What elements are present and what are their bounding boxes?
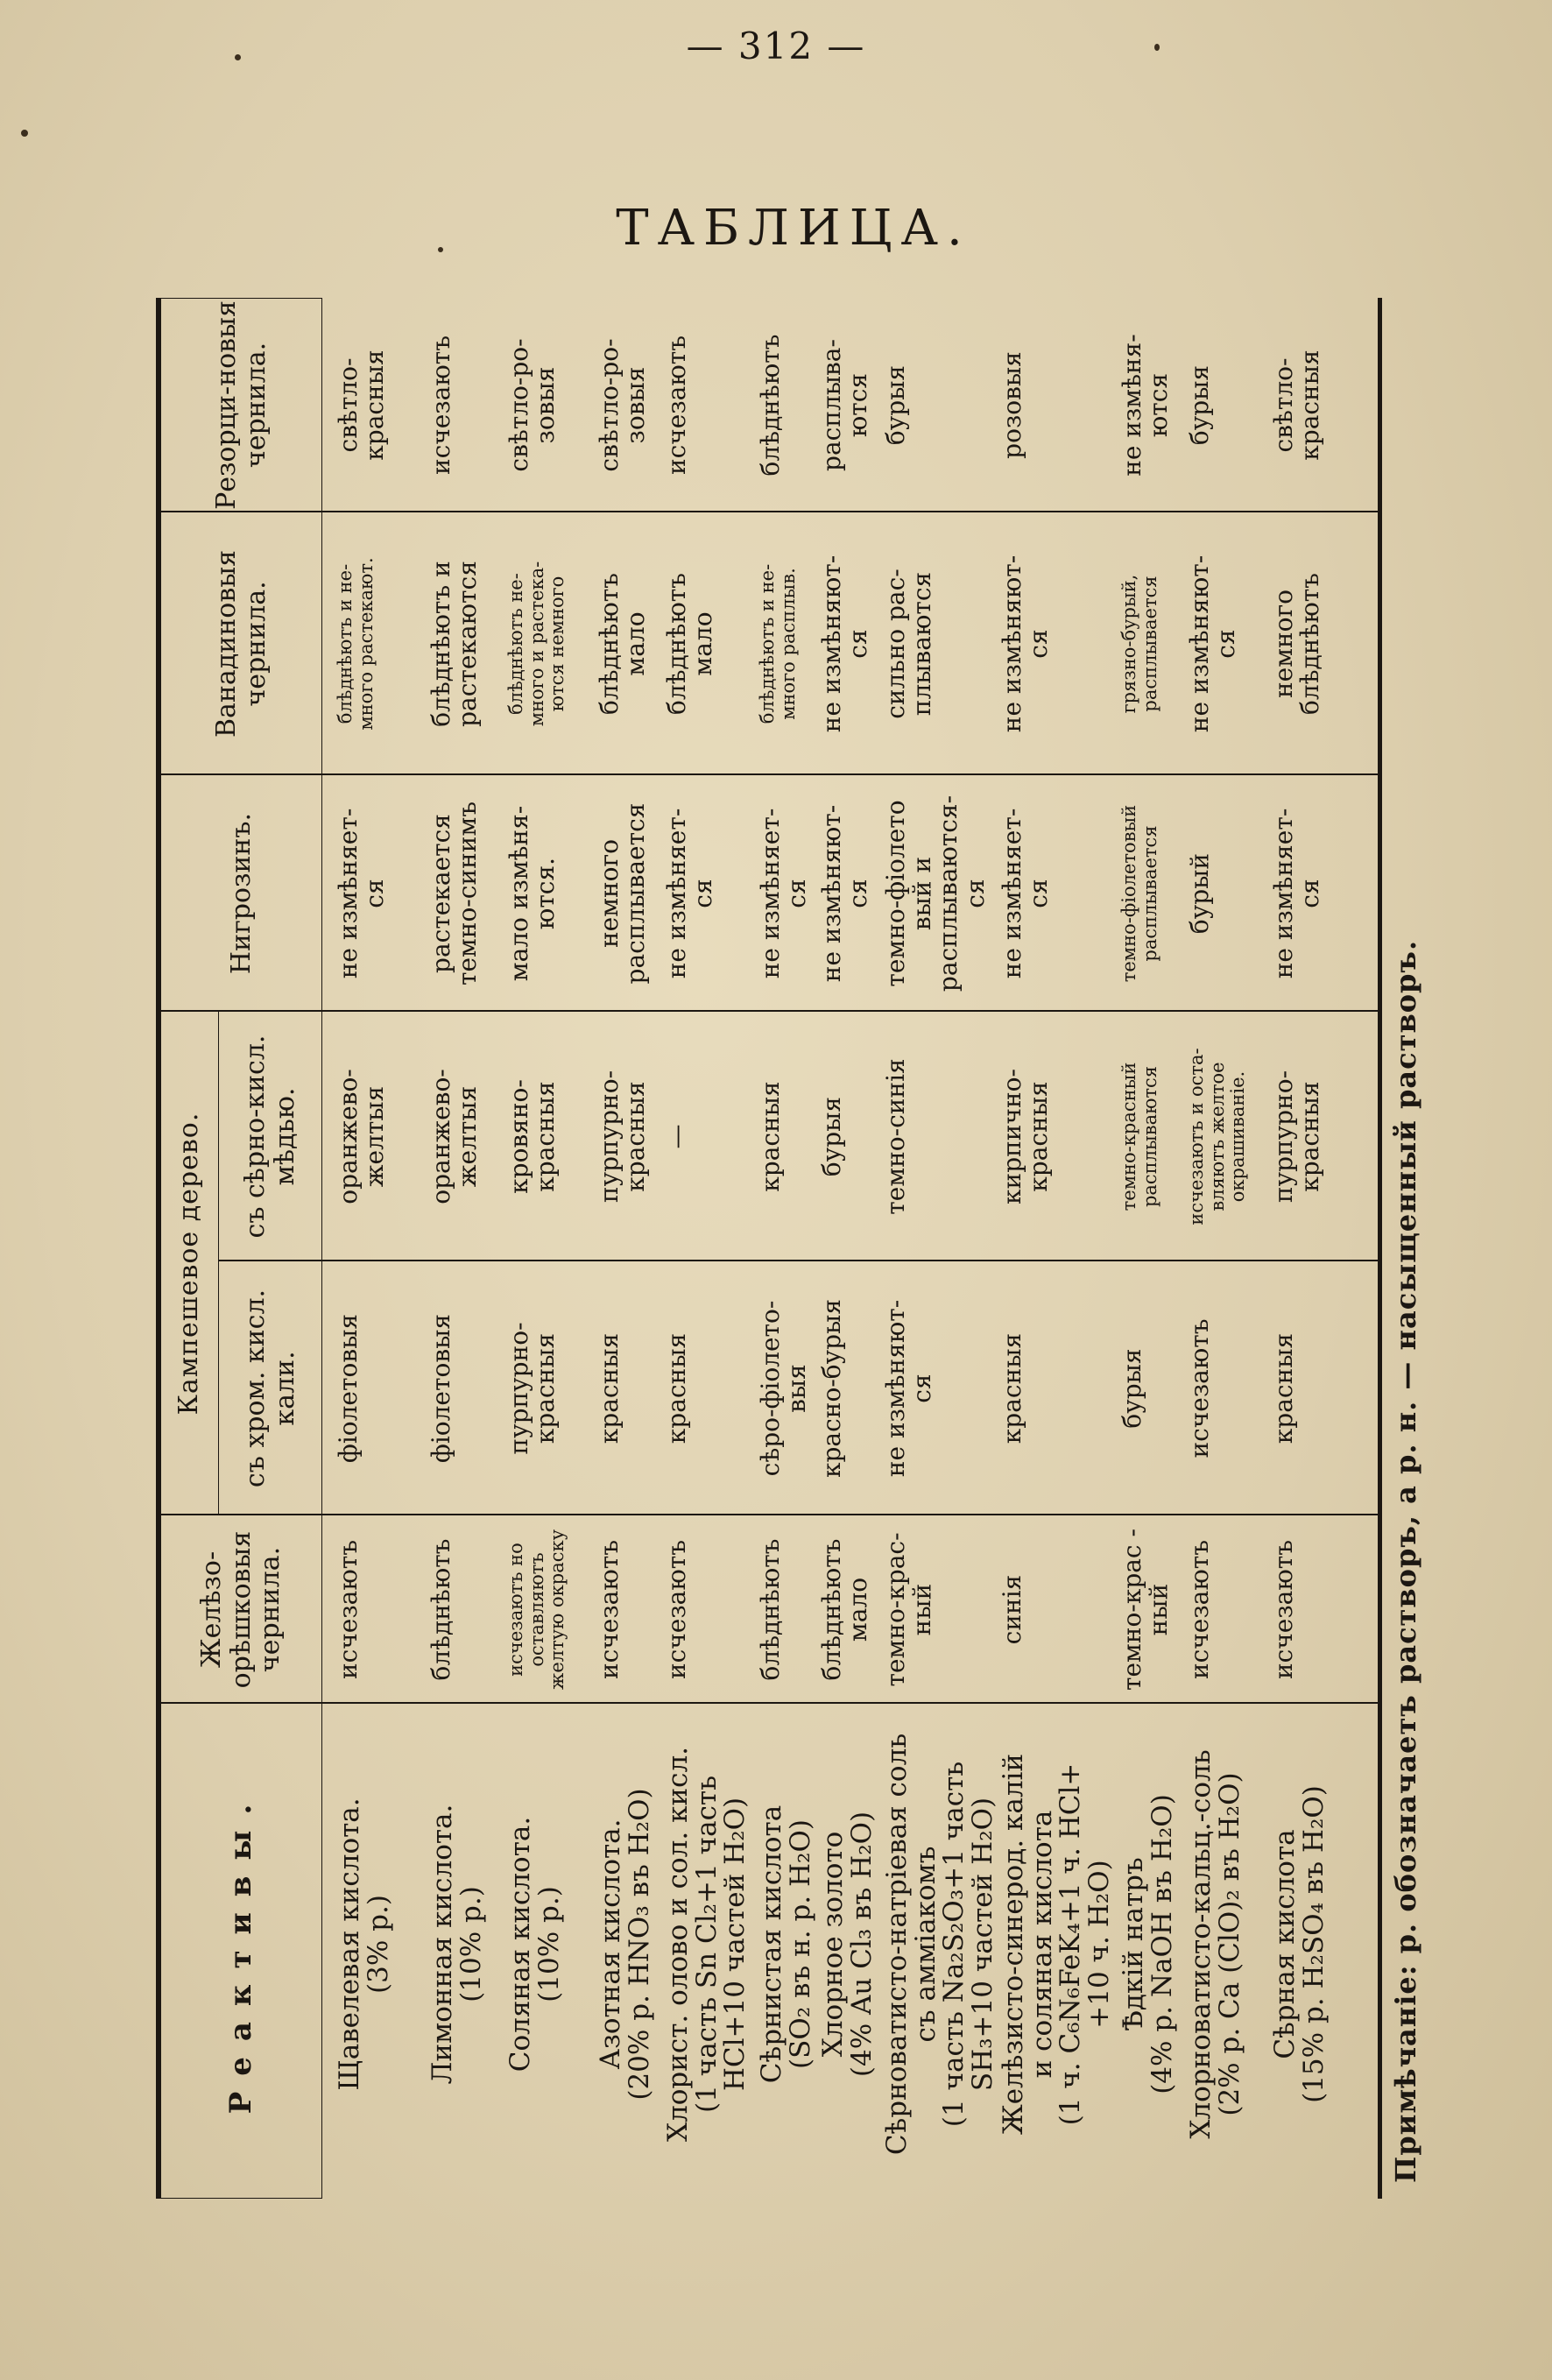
nigrosine-cell: не измѣняет- ся xyxy=(756,808,812,979)
iron-gall-cell: темно-крас- ный xyxy=(881,1532,937,1687)
rotated-table xyxy=(156,298,1435,2199)
ink-spot xyxy=(21,130,28,137)
vanadium-cell: блѣднѣютъ мало xyxy=(595,573,651,715)
reagent-cell: Щавелевая кислота. (3% р.) xyxy=(334,1797,394,2091)
logwood-chrome-cell: фіолетовыя xyxy=(427,1313,455,1464)
nigrosine-cell: не измѣняют- ся xyxy=(817,804,873,983)
reagent-cell: Желѣзисто-синерод. калій и соляная кислота (1 ч. C₆N₆FeK₄+1 ч. HCl+ +10 ч. H₂O) xyxy=(998,1753,1115,2136)
logwood-chrome-cell: бурыя xyxy=(1118,1348,1146,1429)
logwood-chrome-cell: красно-бурыя xyxy=(817,1299,846,1478)
logwood-chrome-cell: красныя xyxy=(998,1332,1026,1444)
iron-gall-cell: исчезаютъ xyxy=(1269,1539,1298,1680)
table-row xyxy=(1271,298,1367,2199)
resorcin-cell: бурыя xyxy=(881,364,910,446)
table-row xyxy=(1119,298,1181,2199)
nigrosine-cell: не измѣняет- ся xyxy=(662,808,718,979)
iron-gall-cell: синія xyxy=(998,1574,1026,1645)
logwood-chrome-cell: не измѣняют- ся xyxy=(881,1299,937,1478)
page-title: ТАБЛИЦА. xyxy=(616,200,971,257)
vanadium-cell: не измѣняют- ся xyxy=(998,554,1054,733)
resorcin-cell: бурыя xyxy=(1185,364,1214,446)
vanadium-cell: грязно-бурый, расплывается xyxy=(1118,574,1160,714)
iron-gall-cell: блѣднѣютъ xyxy=(756,1538,785,1681)
iron-gall-cell: блѣднѣютъ мало xyxy=(817,1538,873,1681)
resorcin-cell: расплыва- ются xyxy=(817,339,873,471)
reagent-cell: Ѣдкій натръ (4% р. NaOH въ H₂O) xyxy=(1118,1794,1178,2094)
ink-spot xyxy=(235,54,241,60)
logwood-chrome-cell: красныя xyxy=(662,1332,691,1444)
table-row xyxy=(1187,298,1266,2199)
resorcin-cell: исчезаютъ xyxy=(662,335,691,476)
table-row xyxy=(664,298,751,2199)
iron-gall-cell: исчезаютъ xyxy=(1185,1539,1214,1680)
ink-spot xyxy=(438,247,443,252)
logwood-chrome-cell: красныя xyxy=(1269,1332,1298,1444)
header-logwood: Кампешевое дерево. xyxy=(173,1112,205,1416)
resorcin-cell: блѣднѣютъ xyxy=(756,334,785,477)
logwood-copper-cell: пурпурно- красныя xyxy=(595,1070,651,1204)
header-logwood-copper: съ сѣрно-кисл. мѣдью. xyxy=(239,1035,300,1239)
table-row xyxy=(758,298,815,2199)
header-vanadium: Ванадиновыя чернила. xyxy=(210,549,272,738)
header-reagents: Реактивы. xyxy=(223,1788,259,2115)
vanadium-cell: немного блѣднѣютъ xyxy=(1269,573,1325,715)
nigrosine-cell: не измѣняет- ся xyxy=(334,808,390,979)
vanadium-cell: блѣднѣютъ и не- много растекают. xyxy=(335,557,377,731)
reagent-cell: Азотная кислота. (20% р. HNO₃ въ H₂O) xyxy=(595,1788,655,2101)
resorcin-cell: не измѣня- ются xyxy=(1118,334,1174,477)
iron-gall-cell: исчезаютъ xyxy=(334,1539,363,1680)
header-logwood-chrome: съ хром. кисл. кали. xyxy=(239,1289,300,1488)
nigrosine-cell: темно-фіолетовый расплывается xyxy=(1118,804,1160,983)
nigrosine-cell: мало измѣня- ются. xyxy=(504,805,561,982)
logwood-chrome-cell: исчезаютъ xyxy=(1185,1318,1214,1458)
table-row xyxy=(881,298,998,2199)
table-row xyxy=(998,298,1115,2199)
logwood-chrome-cell: фіолетовыя xyxy=(334,1313,363,1464)
iron-gall-cell: блѣднѣютъ xyxy=(427,1538,455,1681)
logwood-copper-cell: бурыя xyxy=(817,1096,846,1177)
logwood-copper-cell: кирпично- красныя xyxy=(998,1069,1054,1204)
vanadium-cell: блѣднѣютъ и не- много расплыв. xyxy=(757,563,799,724)
nigrosine-cell: темно-фіолето вый и расплываются- ся xyxy=(881,795,990,992)
logwood-copper-cell: пурпурно- красныя xyxy=(1269,1070,1325,1204)
resorcin-cell: свѣтло-ро- зовыя xyxy=(504,338,561,472)
nigrosine-cell: немного расплывается xyxy=(595,802,651,985)
vanadium-cell: не измѣняют- ся xyxy=(817,554,873,733)
nigrosine-cell: бурый xyxy=(1185,852,1214,935)
logwood-chrome-cell: пурпурно- красныя xyxy=(504,1322,561,1455)
logwood-copper-cell: красныя xyxy=(756,1081,785,1192)
vanadium-cell: блѣднѣютъ мало xyxy=(662,573,718,715)
reagent-cell: Хлорное золото (4% Au Cl₃ въ H₂O) xyxy=(817,1811,878,2078)
table-row xyxy=(428,298,512,2199)
ink-spot xyxy=(1154,44,1160,51)
vanadium-cell: не измѣняют- ся xyxy=(1185,554,1241,733)
reagent-cell: Лимонная кислота. (10% р.) xyxy=(427,1804,487,2085)
logwood-chrome-cell: красныя xyxy=(595,1332,624,1444)
logwood-copper-cell: кровяно- красныя xyxy=(504,1079,561,1194)
table-row xyxy=(335,298,432,2199)
table-row xyxy=(506,298,589,2199)
resorcin-cell: свѣтло-ро- зовыя xyxy=(595,338,651,472)
header-iron-gall: Желѣзо-орѣшковыя чернила. xyxy=(196,1530,286,1689)
reagent-cell: Сѣрная кислота (15% р. H₂SO₄ въ H₂O) xyxy=(1269,1785,1330,2103)
logwood-copper-cell: — xyxy=(662,1124,691,1149)
resorcin-cell: исчезаютъ xyxy=(427,335,455,476)
reagent-cell: Хлорноватисто-кальц.-соль (2% р. Ca (ClO)₂ въ H₂O) xyxy=(1185,1749,1245,2139)
iron-gall-cell: исчезаютъ xyxy=(595,1539,624,1680)
resorcin-cell: розовыя xyxy=(998,351,1026,459)
resorcin-cell: свѣтло- красныя xyxy=(334,350,390,461)
header-resorcin: Резорци-новыя чернила. xyxy=(210,300,272,510)
logwood-copper-cell: темно-синія xyxy=(881,1058,910,1215)
vanadium-cell: блѣднѣютъ не- много и растека- ются немного xyxy=(505,561,568,727)
logwood-copper-cell: исчезаютъ и оста- вляютъ желтое окрашиванiе. xyxy=(1186,1048,1249,1225)
logwood-copper-cell: темно-красный расплываются xyxy=(1118,1062,1160,1211)
resorcin-cell: свѣтло- красныя xyxy=(1269,350,1325,461)
nigrosine-cell: растекается темно-синимъ xyxy=(427,801,483,986)
page-number: — 312 — xyxy=(686,25,866,67)
header-nigrosine: Нигрозинъ. xyxy=(225,812,257,975)
logwood-chrome-cell: сѣро-фіолето- выя xyxy=(756,1300,812,1477)
reagent-cell: Хлорист. олово и сол. кисл. (1 часть Sn Cl₂+1 часть HCl+10 частей H₂O) xyxy=(662,1746,751,2143)
logwood-copper-cell: оранжево- желтыя xyxy=(427,1069,483,1204)
table-row xyxy=(819,298,877,2199)
reagent-cell: Сѣрноватисто-натріевая соль съ аммiакомъ (1 часть Na₂S₂O₃+1 часть SH₃+10 частей H₂O) xyxy=(881,1733,998,2156)
table-footnote: Примѣчаніе: р. обозначаетъ растворъ, а р. н. — насыщенный растворъ. xyxy=(1389,939,1422,2183)
logwood-copper-cell: оранжево- желтыя xyxy=(334,1069,390,1204)
vanadium-cell: блѣднѣютъ и растекаются xyxy=(427,561,483,727)
vanadium-cell: сильно рас- плываются xyxy=(881,569,937,719)
table-frame xyxy=(156,298,1382,2199)
nigrosine-cell: не измѣняет- ся xyxy=(1269,808,1325,979)
iron-gall-cell: исчезаютъ xyxy=(662,1539,691,1680)
iron-gall-cell: темно-крас - ный xyxy=(1118,1529,1174,1691)
table-row xyxy=(596,298,662,2199)
reagent-cell: Сѣрнистая кислота (SO₂ въ н. р. H₂O) xyxy=(756,1804,816,2084)
iron-gall-cell: исчезаютъ но оставляютъ желтую окраску xyxy=(505,1529,568,1690)
reagent-cell: Соляная кислота. (10% р.) xyxy=(504,1816,565,2073)
nigrosine-cell: не измѣняет- ся xyxy=(998,808,1054,979)
